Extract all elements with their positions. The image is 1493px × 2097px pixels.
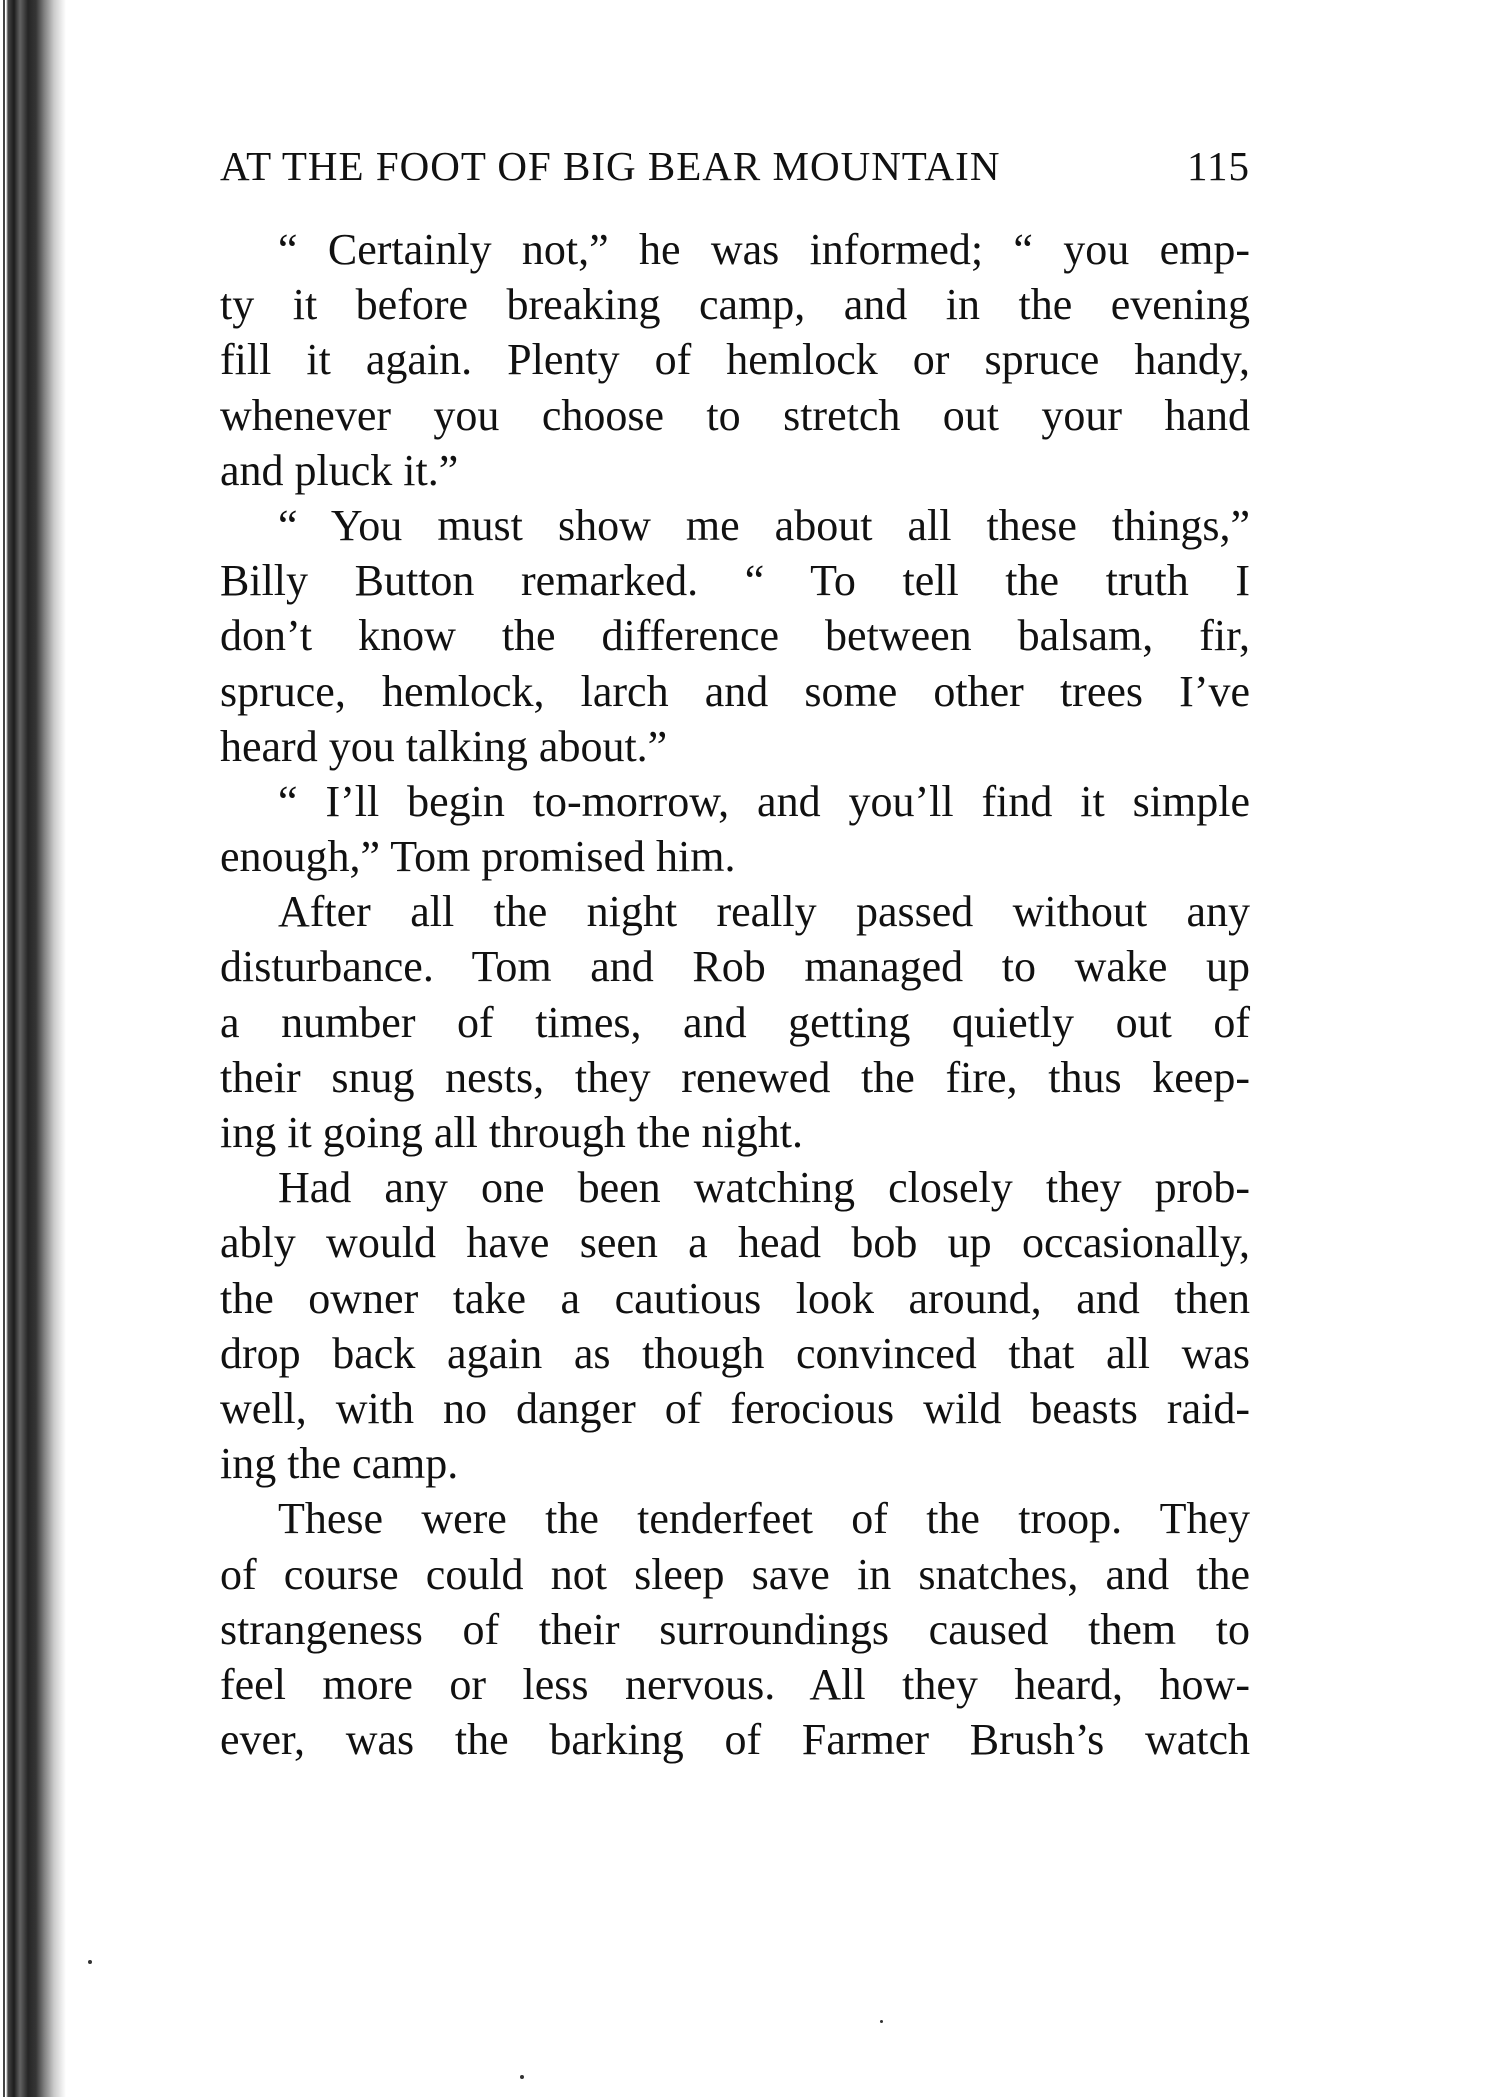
scan-speck [520, 2075, 524, 2079]
text-line: These were the tenderfeet of the troop. They [278, 1494, 1250, 1544]
text-line: “ You must show me about all these things,” [278, 500, 1250, 550]
text-line: drop back again as though convinced that all was [220, 1328, 1250, 1378]
text-line: feel more or less nervous. All they heard, how- [220, 1659, 1250, 1709]
text-line: their snug nests, they renewed the fire, thus keep- [220, 1052, 1250, 1102]
scan-speck [88, 1960, 92, 1964]
text-line: and pluck it.” [220, 445, 459, 495]
text-line: ty it before breaking camp, and in the evening [220, 280, 1250, 330]
text-line: don’t know the difference between balsam, fir, [220, 611, 1250, 661]
text-line: Billy Button remarked. “ To tell the truth I [220, 556, 1250, 606]
binding-edge [0, 0, 70, 2097]
page-number: 115 [1187, 143, 1250, 189]
body-text [220, 222, 1250, 1767]
text-line: “ Certainly not,” he was informed; “ you emp- [278, 225, 1250, 274]
text-line: disturbance. Tom and Rob managed to wake up [220, 942, 1250, 992]
text-line: fill it again. Plenty of hemlock or spruce handy, [220, 335, 1250, 385]
text-line: the owner take a cautious look around, and then [220, 1273, 1250, 1323]
binding-line [3, 0, 5, 2097]
text-line: of course could not sleep save in snatches, and the [220, 1549, 1250, 1599]
text-line: heard you talking about.” [220, 721, 668, 771]
running-header [220, 142, 1250, 202]
text-line: a number of times, and getting quietly out of [220, 997, 1250, 1047]
text-line: well, with no danger of ferocious wild beasts raid- [220, 1383, 1250, 1433]
text-line: whenever you choose to stretch out your hand [220, 390, 1250, 440]
text-line: ing it going all through the night. [220, 1108, 803, 1157]
text-line: ever, was the barking of Farmer Brush’s watch [220, 1715, 1250, 1765]
text-line: strangeness of their surroundings caused them to [220, 1604, 1250, 1654]
text-line: enough,” Tom promised him. [220, 832, 736, 882]
text-line: Had any one been watching closely they prob- [278, 1163, 1250, 1213]
text-line: spruce, hemlock, larch and some other trees I’ve [220, 666, 1250, 716]
text-line: ing the camp. [220, 1439, 459, 1489]
running-title: AT THE FOOT OF BIG BEAR MOUNTAIN [220, 143, 1001, 189]
text-line: ably would have seen a head bob up occasionally, [220, 1218, 1250, 1268]
text-line: After all the night really passed without any [278, 887, 1250, 937]
text-line: “ I’ll begin to-morrow, and you’ll find it simple [278, 776, 1250, 826]
scan-speck [880, 2020, 883, 2023]
